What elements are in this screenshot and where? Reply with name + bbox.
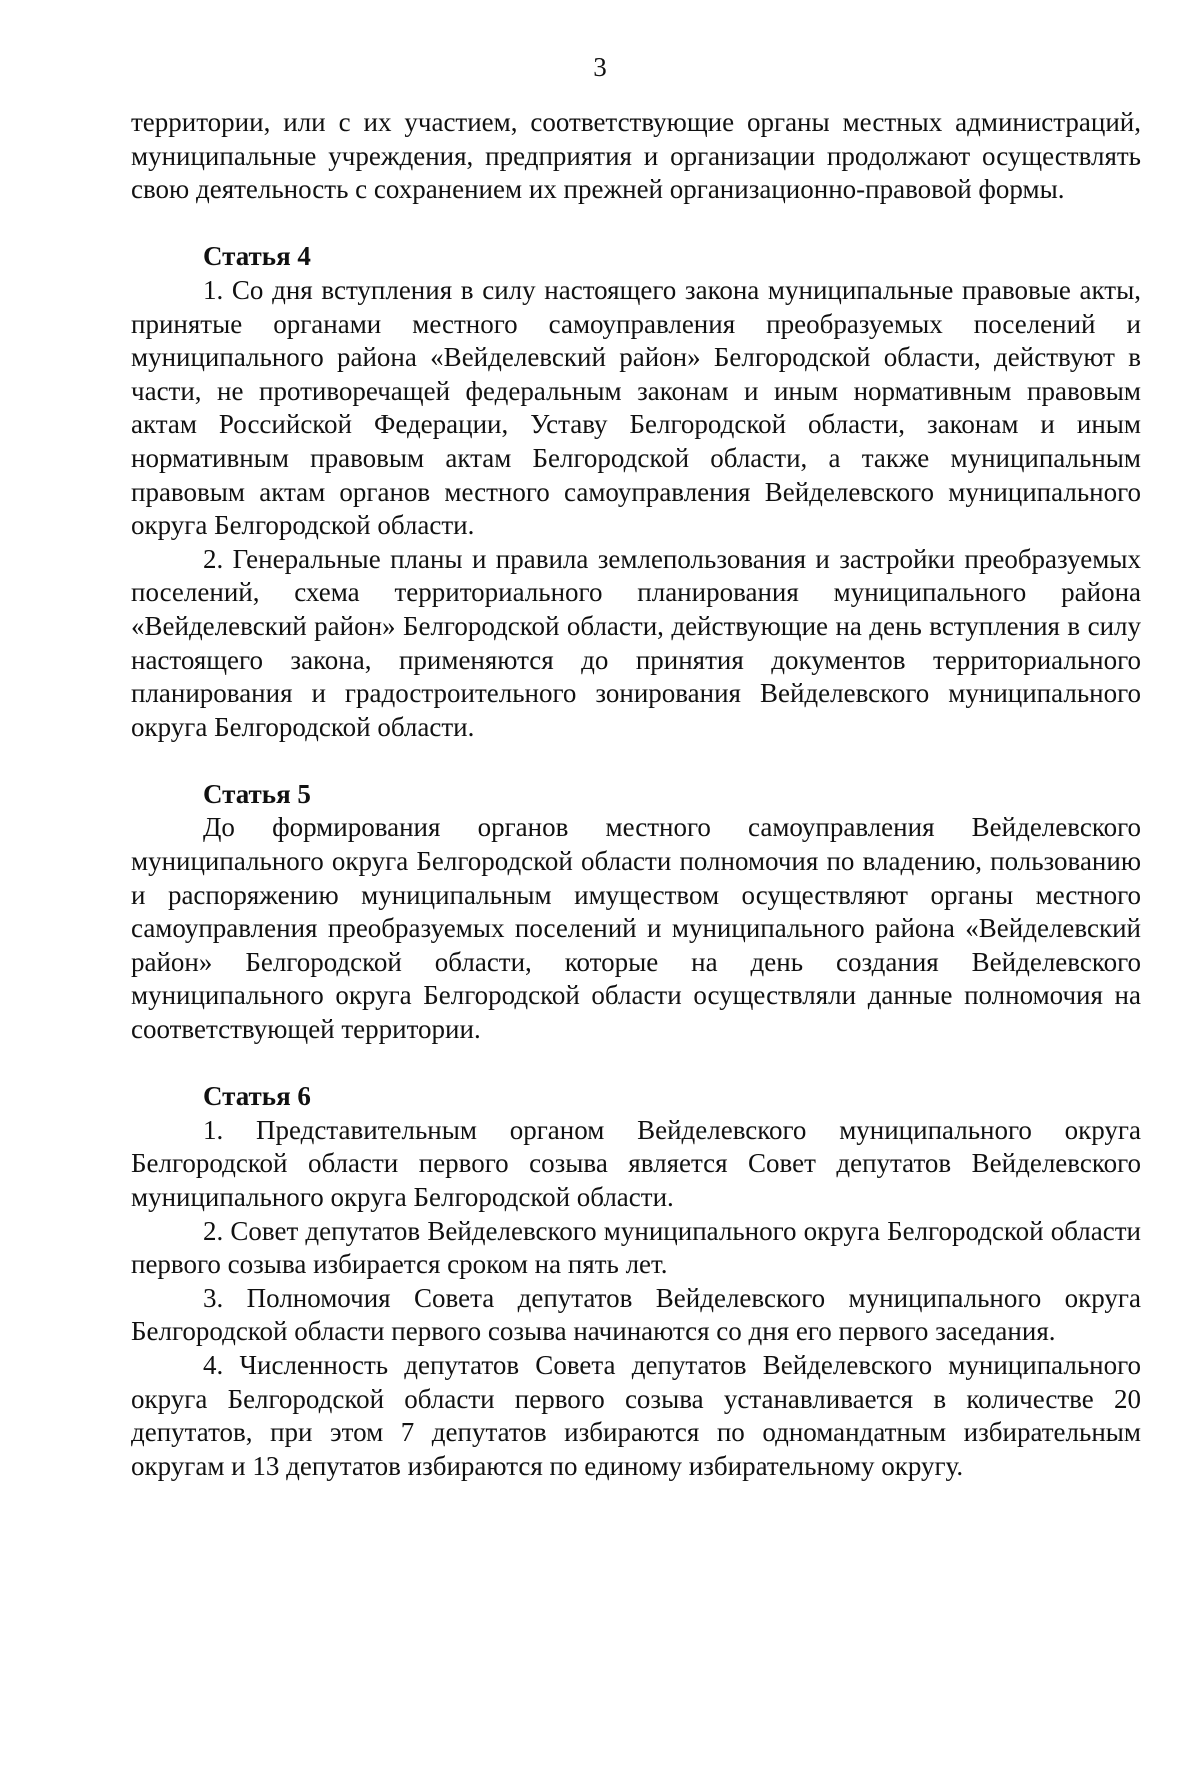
article-4-paragraph-2: 2. Генеральные планы и правила землепользования и застройки преобразуемых поселений, схема территориального планирования муниципального района «Вейделевский район» Белгородской области, действующие на день вступления в силу настоящего закона, применяются до принятия документов территориального планирования и градостроительного зонирования Вейделевского муниципального округа Белгородской области. xyxy=(131,543,1141,742)
document-body xyxy=(131,106,1141,1483)
article-6-paragraph-1: 1. Представительным органом Вейделевского муниципального округа Белгородской области первого созыва является Совет депутатов Вейделевского муниципального округа Белгородской области. xyxy=(131,1114,1141,1212)
page-number: 3 xyxy=(593,52,607,82)
article-5-heading: Статья 5 xyxy=(203,778,311,809)
article-4-paragraph-1: 1. Со дня вступления в силу настоящего закона муниципальные правовые акты, принятые органами местного самоуправления преобразуемых поселений и муниципального района «Вейделевский район» Белгородской области, действуют в части, не противоречащей федеральным законам и иным нормативным правовым актам Российской Федерации, Уставу Белгородской области, законам и иным нормативным правовым актам Белгородской области, а также муниципальным правовым актам органов местного самоуправления Вейделевского муниципального округа Белгородской области. xyxy=(131,274,1141,541)
article-6-heading: Статья 6 xyxy=(203,1081,311,1112)
spacer xyxy=(131,1047,1141,1081)
article-6-paragraph-4: 4. Численность депутатов Совета депутатов Вейделевского муниципального округа Белгородской области первого созыва устанавливается в количестве 20 депутатов, при этом 7 депутатов избираются по одномандатным избирательным округам и 13 депутатов избираются по единому избирательному округу. xyxy=(131,1349,1141,1481)
article-5-paragraph-1: До формирования органов местного самоуправления Вейделевского муниципального округа Белгородской области полномочия по владению, пользованию и распоряжению муниципальным имуществом осуществляют органы местного самоуправления преобразуемых поселений и муниципального района «Вейделевский район» Белгородской области, которые на день создания Вейделевского муниципального округа Белгородской области осуществляли данные полномочия на соответствующей территории. xyxy=(131,812,1141,1045)
spacer xyxy=(131,744,1141,778)
article-6-paragraph-2: 2. Совет депутатов Вейделевского муниципального округа Белгородской области первого созыва избирается сроком на пять лет. xyxy=(131,1215,1141,1280)
article-6-paragraph-3: 3. Полномочия Совета депутатов Вейделевского муниципального округа Белгородской области первого созыва начинаются со дня его первого заседания. xyxy=(131,1282,1141,1347)
article-4-heading: Статья 4 xyxy=(203,241,311,272)
intro-paragraph: территории, или с их участием, соответствующие органы местных администраций, муниципальные учреждения, предприятия и организации продолжают осуществлять свою деятельность с сохранением их прежней организационно-правовой формы. xyxy=(131,107,1141,205)
spacer xyxy=(131,207,1141,241)
